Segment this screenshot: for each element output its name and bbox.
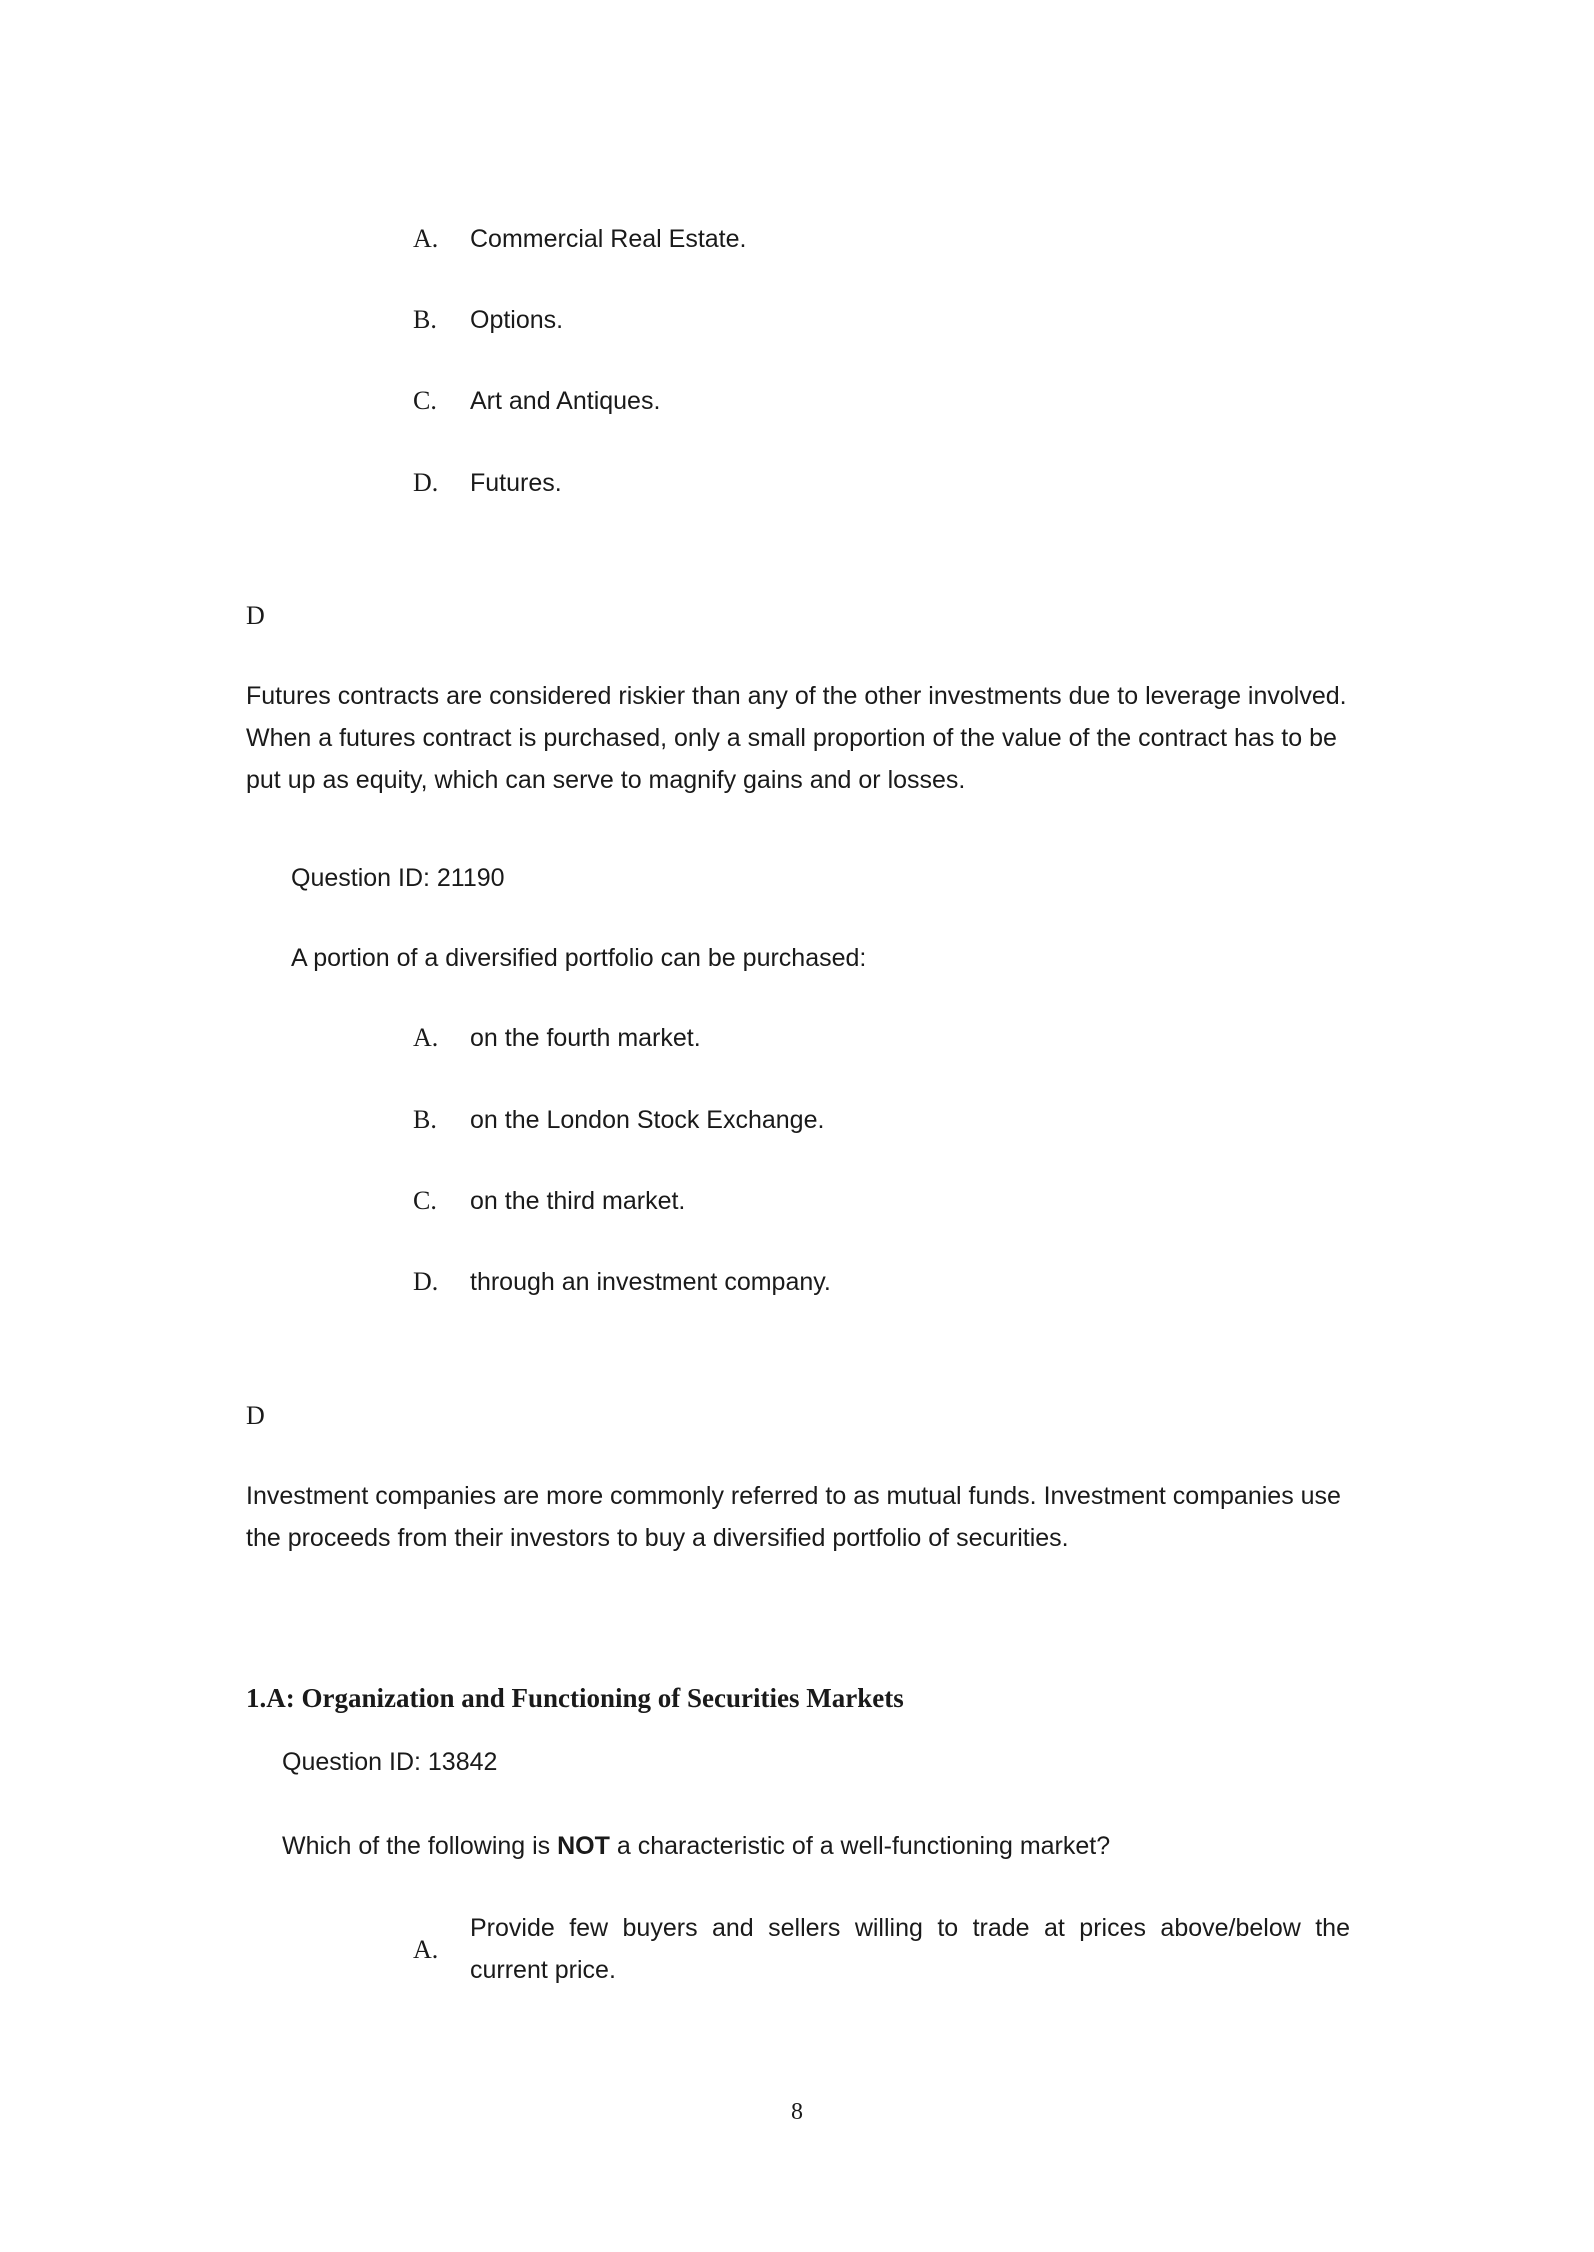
option-text: on the fourth market. xyxy=(470,1024,701,1052)
answer-key: D xyxy=(246,1401,265,1430)
question-id: Question ID: 21190 xyxy=(291,864,505,892)
option-a xyxy=(413,1907,1353,1997)
option-text: Futures. xyxy=(470,469,562,497)
option-letter: B. xyxy=(413,1105,437,1134)
question-text-part: Which of the following is xyxy=(282,1832,558,1860)
section-heading: 1.A: Organization and Functioning of Securities Markets xyxy=(246,1683,904,1713)
answer-key: D xyxy=(246,601,265,630)
question-text: A portion of a diversified portfolio can be purchased: xyxy=(291,944,867,972)
option-text: Options. xyxy=(470,306,564,334)
option-text: Art and Antiques. xyxy=(470,387,661,415)
question-emphasis: NOT xyxy=(557,1832,610,1860)
page-number: 8 xyxy=(791,2099,803,2125)
option-letter: A. xyxy=(413,224,439,253)
option-text: Provide few buyers and sellers willing to trade at prices above/below the current price. xyxy=(470,1914,1350,1984)
option-text: on the London Stock Exchange. xyxy=(470,1106,825,1134)
option-letter: C. xyxy=(413,386,437,415)
option-letter: A. xyxy=(413,1935,439,1964)
question-text xyxy=(282,1825,1110,1867)
option-letter: C. xyxy=(413,1186,437,1215)
option-text: on the third market. xyxy=(470,1187,686,1215)
option-text: Commercial Real Estate. xyxy=(470,225,747,253)
option-letter: B. xyxy=(413,305,437,334)
option-letter: A. xyxy=(413,1023,439,1052)
question-text-part: a characteristic of a well-functioning market? xyxy=(609,1832,1111,1860)
option-letter: D. xyxy=(413,468,439,497)
explanation-paragraph: Investment companies are more commonly referred to as mutual funds. Investment companies use the proceeds from their investors to buy a diversified portfolio of securities. xyxy=(246,1482,1341,1552)
explanation-paragraph: Futures contracts are considered riskier than any of the other investments due to leverage involved. When a futures contract is purchased, only a small proportion of the value of the contract has to be put up as equity, which can serve to magnify gains and or losses. xyxy=(246,682,1347,794)
option-text: through an investment company. xyxy=(470,1268,831,1296)
option-letter: D. xyxy=(413,1267,439,1296)
question-id: Question ID: 13842 xyxy=(282,1748,498,1776)
